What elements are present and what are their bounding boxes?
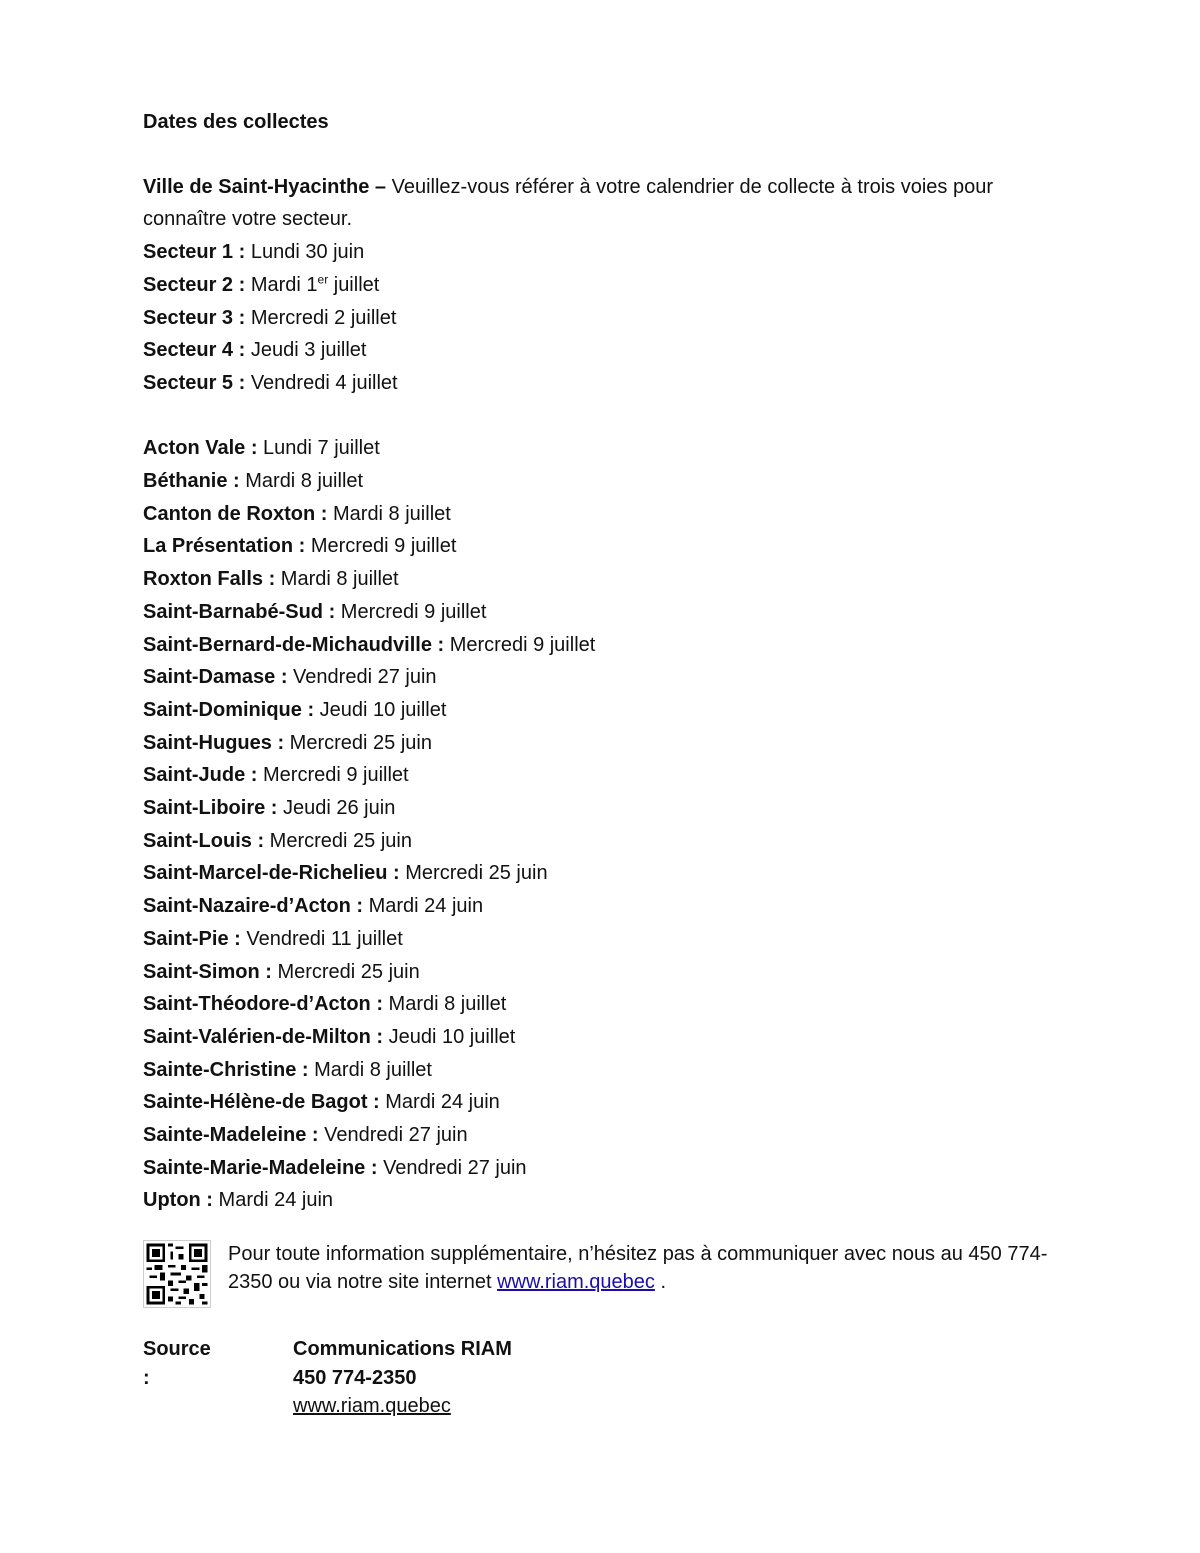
sector-row: Secteur 3 : Mercredi 2 juillet xyxy=(143,306,397,329)
municipality-row xyxy=(143,1184,1063,1217)
municipality-name: Sainte-Marie-Madeleine : xyxy=(143,1156,378,1179)
municipality-row xyxy=(143,596,1063,629)
intro-text: Veuillez-vous référer à votre calendrier de collecte à trois voies pour connaître votre secteur. xyxy=(143,175,994,231)
document-body xyxy=(143,106,1063,1217)
collection-date: Mardi 24 juin xyxy=(212,1189,334,1212)
municipality-name: Roxton Falls : xyxy=(143,568,276,591)
municipality-list xyxy=(143,432,1063,1217)
municipality-row xyxy=(143,1119,1063,1152)
collection-date: Vendredi 27 juin xyxy=(287,666,437,689)
municipality-name: Canton de Roxton : xyxy=(143,502,328,525)
collection-date: Vendredi 27 juin xyxy=(377,1156,527,1179)
municipality-name: Saint-Louis : xyxy=(143,829,265,852)
qr-code-icon[interactable] xyxy=(143,1240,211,1308)
collection-date: Mardi 8 juillet xyxy=(382,993,507,1016)
municipality-row xyxy=(143,923,1063,956)
website-link[interactable]: www.riam.quebec xyxy=(497,1271,655,1293)
collection-date: Vendredi 27 juin xyxy=(318,1124,468,1147)
municipality-name: Saint-Valérien-de-Milton : xyxy=(143,1025,384,1048)
municipality-name: Acton Vale : xyxy=(143,437,258,460)
sector-row: Secteur 2 : Mardi 1er juillet xyxy=(143,272,380,296)
municipality-name: Saint-Nazaire-d’Acton : xyxy=(143,895,364,918)
municipality-name: Saint-Théodore-d’Acton : xyxy=(143,993,383,1016)
collection-date: Jeudi 10 juillet xyxy=(383,1025,516,1048)
sector-list xyxy=(143,236,1063,400)
page-title: Dates des collectes xyxy=(143,111,329,133)
municipality-row xyxy=(143,1152,1063,1185)
spacer xyxy=(143,400,1063,433)
collection-date: Mercredi 9 juillet xyxy=(444,633,596,656)
collection-date: Mercredi 9 juillet xyxy=(305,535,457,558)
collection-date: Mardi 8 juillet xyxy=(308,1058,432,1081)
collection-date: Mercredi 25 juin xyxy=(264,829,412,852)
sector-row: Secteur 5 : Vendredi 4 juillet xyxy=(143,371,398,394)
source-website-link[interactable]: www.riam.quebec xyxy=(293,1395,451,1417)
municipality-row xyxy=(143,1054,1063,1087)
municipality-name: Saint-Bernard-de-Michaudville : xyxy=(143,633,445,656)
municipality-row xyxy=(143,792,1063,825)
collection-date: Vendredi 11 juillet xyxy=(240,927,403,950)
municipality-name: Saint-Hugues : xyxy=(143,731,285,754)
municipality-name: Saint-Dominique : xyxy=(143,698,315,721)
source-label: Source : xyxy=(143,1338,211,1389)
municipality-row xyxy=(143,465,1063,498)
source-phone: 450 774-2350 xyxy=(293,1366,417,1389)
collection-date: Jeudi 26 juin xyxy=(277,797,396,820)
city-name: Ville de Saint-Hyacinthe – xyxy=(143,175,387,198)
collection-date: Mercredi 9 juillet xyxy=(335,600,487,623)
info-block xyxy=(143,1240,1063,1308)
collection-date: Mercredi 25 juin xyxy=(271,960,420,983)
municipality-row xyxy=(143,890,1063,923)
municipality-name: Saint-Liboire : xyxy=(143,797,278,820)
municipality-row xyxy=(143,988,1063,1021)
municipality-row xyxy=(143,759,1063,792)
collection-date: Mercredi 9 juillet xyxy=(257,764,409,787)
collection-date: Mardi 24 juin xyxy=(379,1091,500,1114)
collection-date: Mercredi 25 juin xyxy=(399,862,548,885)
collection-date: Mardi 8 juillet xyxy=(275,568,399,591)
municipality-name: Saint-Simon : xyxy=(143,960,272,983)
municipality-row xyxy=(143,694,1063,727)
municipality-name: Sainte-Hélène-de Bagot : xyxy=(143,1091,380,1114)
municipality-name: Saint-Barnabé-Sud : xyxy=(143,600,336,623)
info-text: Pour toute information supplémentaire, n’hésitez pas à communiquer avec nous au 450 774-2350 ou via notre site internet www.riam.quebec . xyxy=(228,1243,1048,1293)
municipality-row xyxy=(143,530,1063,563)
sector-row: Secteur 1 : Lundi 30 juin xyxy=(143,241,365,264)
municipality-row xyxy=(143,1021,1063,1054)
municipality-row xyxy=(143,563,1063,596)
municipality-row xyxy=(143,1086,1063,1119)
municipality-name: Upton : xyxy=(143,1189,213,1212)
municipality-name: La Présentation : xyxy=(143,535,306,558)
collection-date: Mardi 8 juillet xyxy=(239,470,364,493)
municipality-name: Sainte-Christine : xyxy=(143,1058,309,1081)
collection-date: Mardi 24 juin xyxy=(363,895,484,918)
sector-row: Secteur 4 : Jeudi 3 juillet xyxy=(143,339,367,362)
intro-paragraph xyxy=(143,171,1063,236)
municipality-name: Béthanie : xyxy=(143,470,240,493)
collection-date: Lundi 7 juillet xyxy=(257,437,380,460)
collection-date: Mercredi 25 juin xyxy=(284,731,432,754)
collection-date: Jeudi 10 juillet xyxy=(314,698,447,721)
municipality-row xyxy=(143,857,1063,890)
municipality-name: Sainte-Madeleine : xyxy=(143,1124,319,1147)
municipality-row xyxy=(143,825,1063,858)
source-org: Communications RIAM xyxy=(293,1338,512,1360)
municipality-row xyxy=(143,629,1063,662)
municipality-row xyxy=(143,498,1063,531)
municipality-name: Saint-Jude : xyxy=(143,764,258,787)
collection-date: Mardi 8 juillet xyxy=(327,502,451,525)
municipality-name: Saint-Marcel-de-Richelieu : xyxy=(143,862,400,885)
municipality-name: Saint-Pie : xyxy=(143,927,241,950)
municipality-row xyxy=(143,727,1063,760)
municipality-name: Saint-Damase : xyxy=(143,666,288,689)
municipality-row xyxy=(143,661,1063,694)
municipality-row xyxy=(143,956,1063,989)
municipality-row xyxy=(143,432,1063,465)
